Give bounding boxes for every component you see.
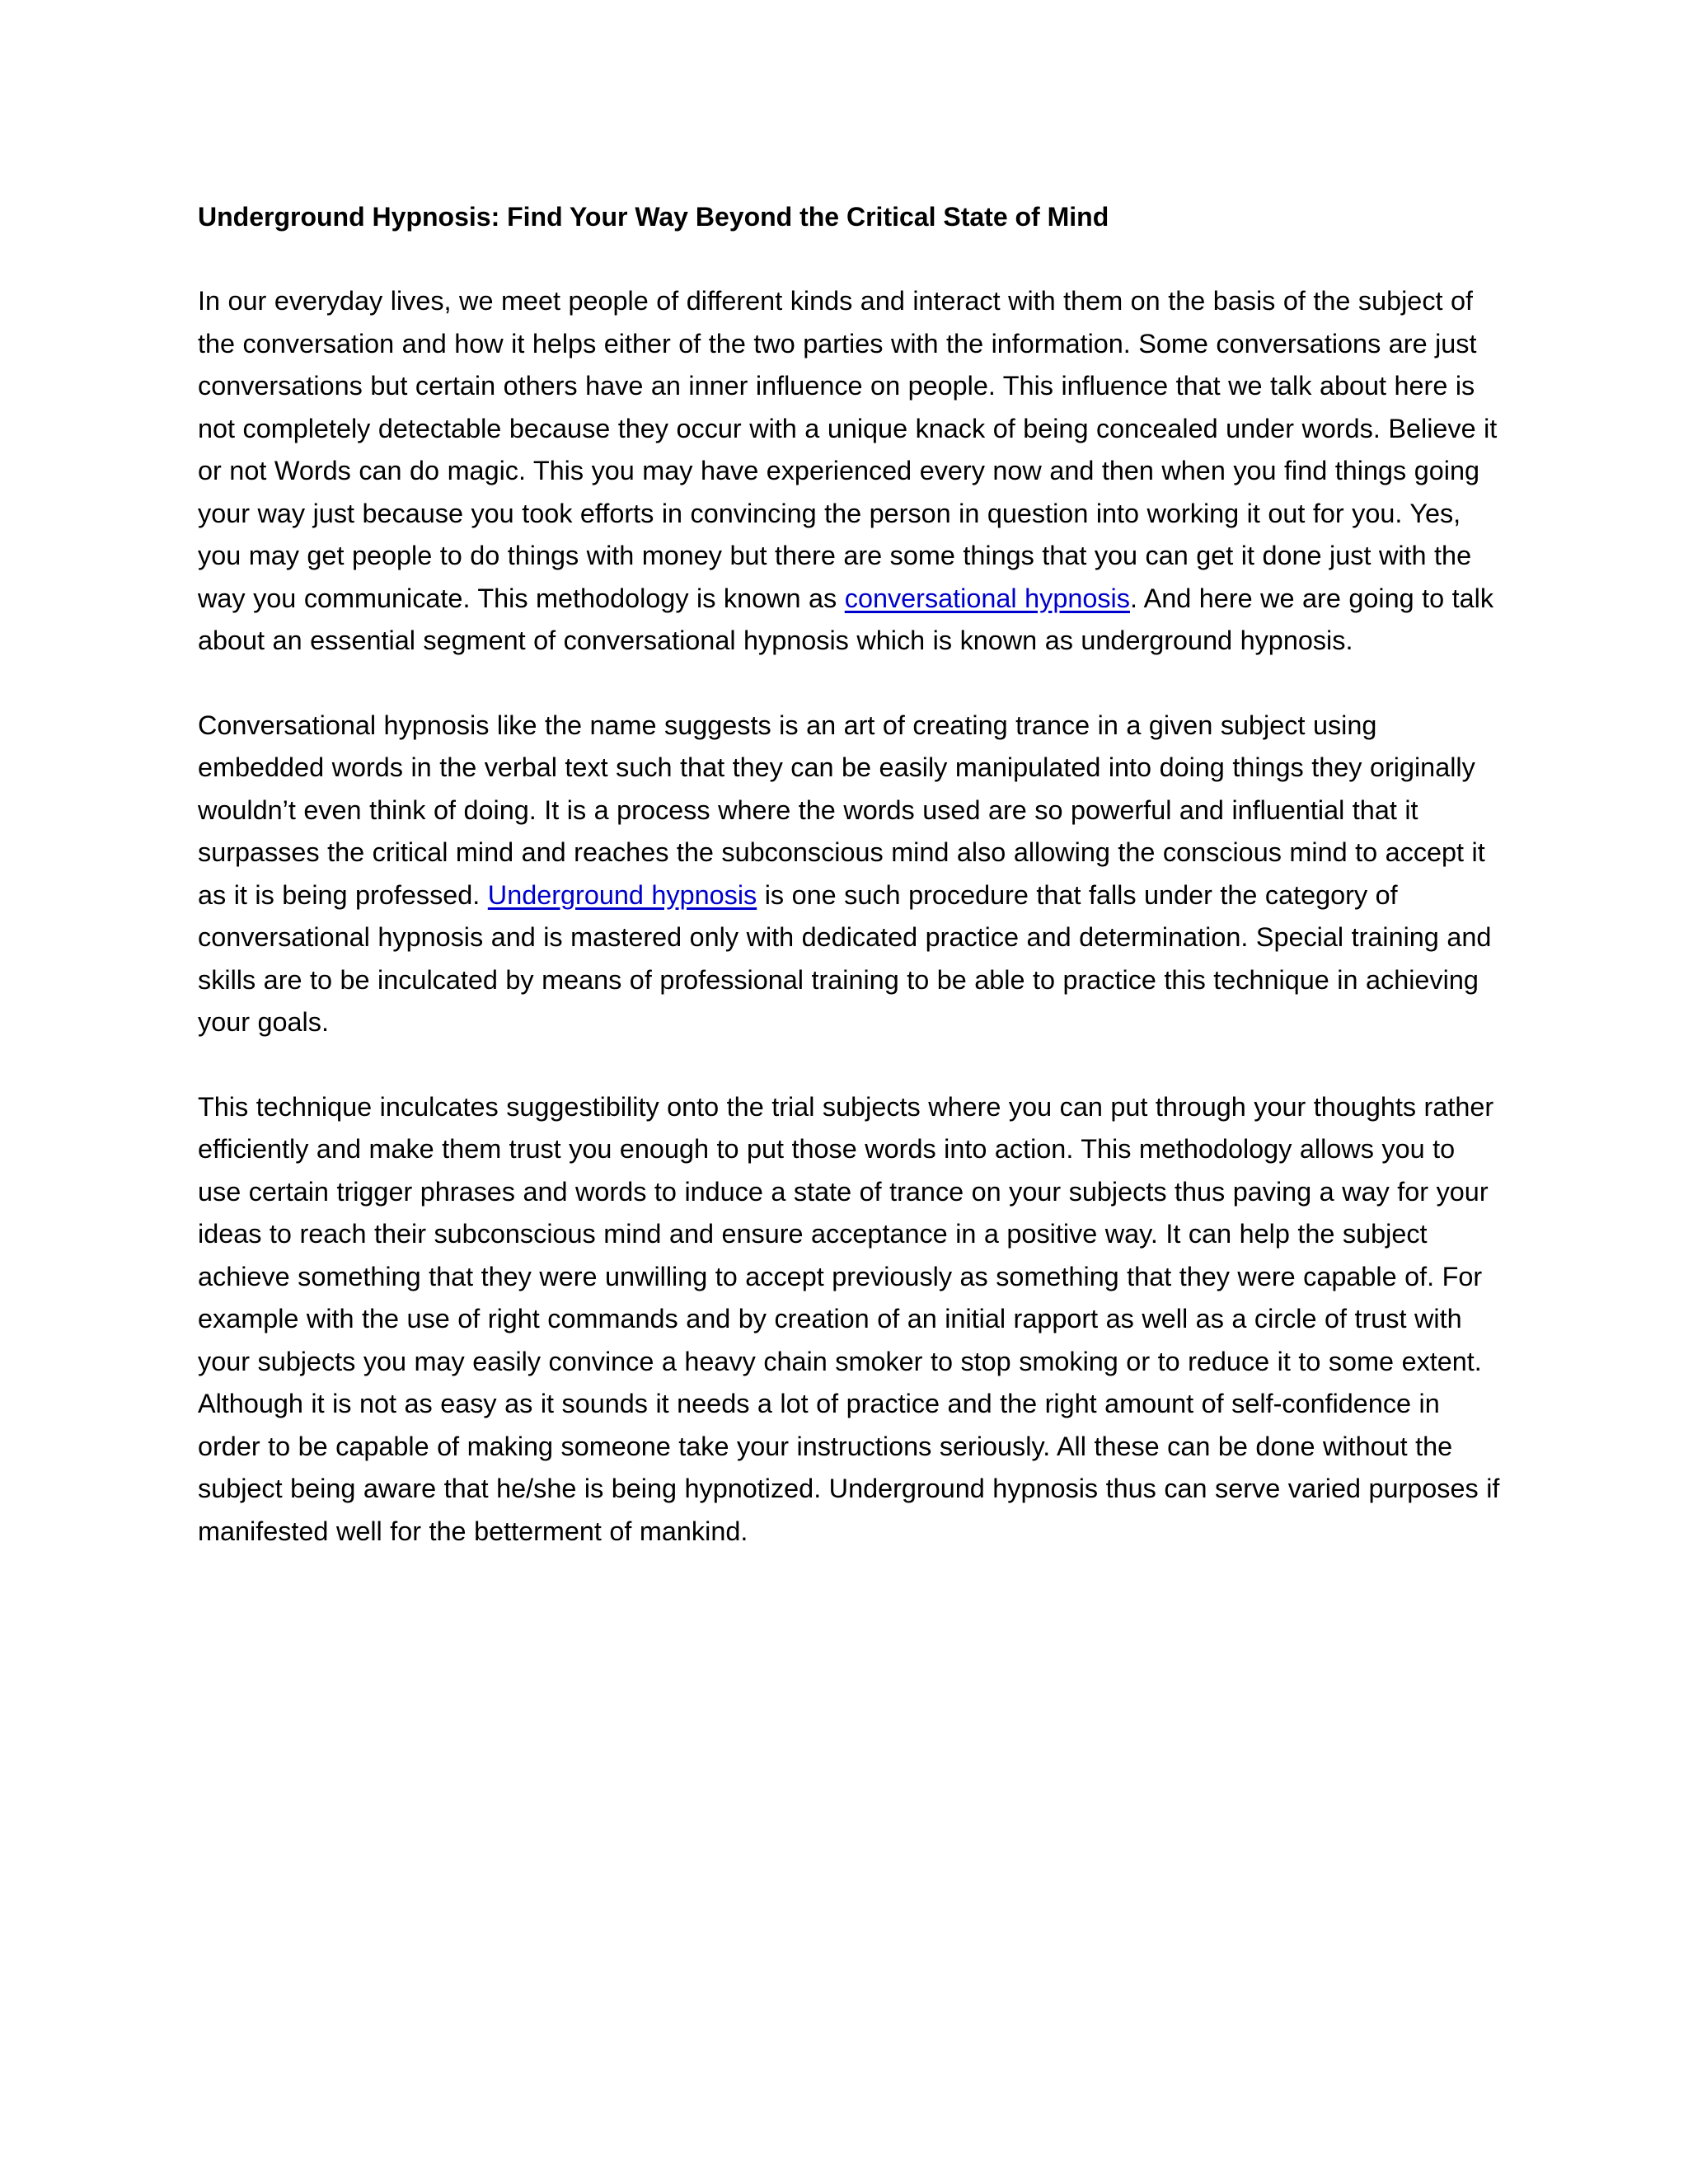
- paragraph-2-text-start: Conversational hypnosis like the name suggests is an art of creating trance in a given subject using embedded words in the verbal text such that they can be easily manipulated into doing things they originally wouldn’t even think of doing. It is a process where the words used are so powerful and influential that it surpasses the critical mind and reaches the subconscious mind also allowing the conscious mind to accept it as it is being professed.: [198, 710, 1485, 910]
- underground-hypnosis-link[interactable]: Underground hypnosis: [487, 879, 757, 910]
- paragraph-2: [198, 705, 1504, 1044]
- paragraph-1-text-end: . And here we are going to talk about an essential segment of conversational hypnosis which is known as underground hypnosis.: [198, 583, 1494, 655]
- document-page: [198, 196, 1504, 1595]
- document-title: Underground Hypnosis: Find Your Way Beyond the Critical State of Mind: [198, 202, 1109, 232]
- paragraph-1-text-start: In our everyday lives, we meet people of different kinds and interact with them on the basis of the subject of the conversation and how it helps either of the two parties with the information. Some conversations are just conversations but certain others have an inner influence on people. This influence that we talk about here is not completely detectable because they occur with a unique knack of being concealed under words. Believe it or not Words can do magic. This you may have experienced every now and then when you find things going your way just because you took efforts in convincing the person in question into working it out for you. Yes, you may get people to do things with money but there are some things that you can get it done just with the way you communicate. This methodology is known as: [198, 286, 1498, 613]
- paragraph-3-text: This technique inculcates suggestibility onto the trial subjects where you can put through your thoughts rather efficiently and make them trust you enough to put those words into action. This methodology allows you to use certain trigger phrases and words to induce a state of trance on your subjects thus paving a way for your ideas to reach their subconscious mind and ensure acceptance in a positive way. It can help the subject achieve something that they were unwilling to accept previously as something that they were capable of. For example with the use of right commands and by creation of an initial rapport as well as a circle of trust with your subjects you may easily convince a heavy chain smoker to stop smoking or to reduce it to some extent. Although it is not as easy as it sounds it needs a lot of practice and the right amount of self-confidence in order to be capable of making someone take your instructions seriously. All these can be done without the subject being aware that he/she is being hypnotized. Underground hypnosis thus can serve varied purposes if manifested well for the betterment of mankind.: [198, 1091, 1500, 1546]
- paragraph-1: [198, 280, 1504, 663]
- paragraph-3: [198, 1086, 1504, 1554]
- paragraph-2-text-end: is one such procedure that falls under the category of conversational hypnosis and is mastered only with dedicated practice and determination. Special training and skills are to be inculcated by means of professional training to be able to practice this technique in achieving your goals.: [198, 879, 1492, 1037]
- conversational-hypnosis-link[interactable]: conversational hypnosis: [844, 583, 1130, 613]
